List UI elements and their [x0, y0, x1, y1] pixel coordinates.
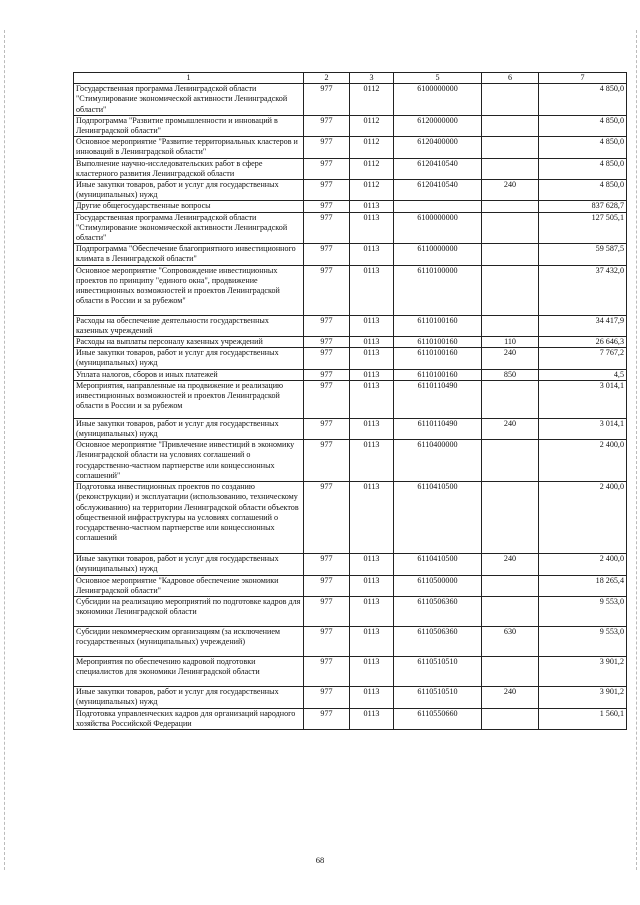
- table-row: [74, 337, 627, 348]
- cell-grbs-code: 977: [304, 348, 350, 369]
- page-number: 68: [315, 855, 325, 865]
- cell-grbs-code: 977: [304, 627, 350, 657]
- cell-amount: 4 850,0: [539, 115, 627, 136]
- budget-table: [73, 72, 627, 730]
- cell-target-code: 6110410500: [394, 554, 482, 575]
- cell-section-code: 0112: [350, 115, 394, 136]
- cell-amount: 26 646,3: [539, 337, 627, 348]
- cell-name: Мероприятия, направленные на продвижение и реализацию инвестиционных возможностей и проектов Ленинградской области в России и за рубежом: [74, 380, 304, 418]
- cell-name: Расходы на обеспечение деятельности государственных казенных учреждений: [74, 315, 304, 336]
- cell-amount: 4 850,0: [539, 137, 627, 158]
- cell-section-code: 0113: [350, 554, 394, 575]
- cell-expense-type: [482, 315, 539, 336]
- cell-name: Подпрограмма "Развитие промышленности и инноваций в Ленинградской области": [74, 115, 304, 136]
- column-header: 2: [304, 73, 350, 84]
- cell-section-code: 0113: [350, 380, 394, 418]
- cell-target-code: 6110100160: [394, 348, 482, 369]
- cell-target-code: 6110110490: [394, 418, 482, 439]
- cell-expense-type: 240: [482, 554, 539, 575]
- cell-amount: 3 901,2: [539, 687, 627, 708]
- cell-expense-type: [482, 212, 539, 244]
- cell-name: Подготовка управленческих кадров для организаций народного хозяйства Российской Федерации: [74, 708, 304, 729]
- cell-target-code: 6110100000: [394, 265, 482, 315]
- table-row: [74, 627, 627, 657]
- cell-target-code: 6110000000: [394, 244, 482, 265]
- cell-section-code: 0113: [350, 212, 394, 244]
- cell-section-code: 0113: [350, 627, 394, 657]
- cell-section-code: 0113: [350, 575, 394, 596]
- table-row: [74, 482, 627, 554]
- cell-target-code: 6100000000: [394, 212, 482, 244]
- cell-amount: 837 628,7: [539, 201, 627, 212]
- cell-section-code: 0112: [350, 84, 394, 116]
- cell-target-code: 6110410500: [394, 482, 482, 554]
- cell-expense-type: [482, 84, 539, 116]
- table-row: [74, 315, 627, 336]
- table-row: [74, 369, 627, 380]
- table-row: [74, 84, 627, 116]
- cell-section-code: 0113: [350, 201, 394, 212]
- cell-name: Мероприятия по обеспечению кадровой подготовки специалистов для экономики Ленинградской области: [74, 657, 304, 687]
- table-row: [74, 265, 627, 315]
- cell-target-code: 6110510510: [394, 687, 482, 708]
- cell-name: Уплата налогов, сборов и иных платежей: [74, 369, 304, 380]
- cell-expense-type: 240: [482, 180, 539, 201]
- cell-target-code: 6110400000: [394, 440, 482, 482]
- cell-amount: 18 265,4: [539, 575, 627, 596]
- table-row: [74, 115, 627, 136]
- cell-section-code: 0113: [350, 265, 394, 315]
- cell-amount: 2 400,0: [539, 554, 627, 575]
- cell-expense-type: [482, 440, 539, 482]
- cell-name: Основное мероприятие "Сопровождение инвестиционных проектов по принципу "единого окна", продвижение инвестиционных возможностей и проектов Ленинградской области в России и за рубежом": [74, 265, 304, 315]
- cell-target-code: 6110100160: [394, 315, 482, 336]
- column-header: 6: [482, 73, 539, 84]
- cell-name: Субсидии на реализацию мероприятий по подготовке кадров для экономики Ленинградской области: [74, 597, 304, 627]
- cell-section-code: 0113: [350, 687, 394, 708]
- table-row: [74, 554, 627, 575]
- cell-expense-type: [482, 158, 539, 179]
- cell-target-code: 6110506360: [394, 597, 482, 627]
- cell-name: Основное мероприятие "Развитие территориальных кластеров и инноваций в Ленинградской области": [74, 137, 304, 158]
- cell-expense-type: [482, 380, 539, 418]
- table-row: [74, 440, 627, 482]
- column-header: 1: [74, 73, 304, 84]
- cell-grbs-code: 977: [304, 265, 350, 315]
- cell-section-code: 0112: [350, 137, 394, 158]
- cell-name: Другие общегосударственные вопросы: [74, 201, 304, 212]
- cell-target-code: 6110510510: [394, 657, 482, 687]
- cell-grbs-code: 977: [304, 158, 350, 179]
- cell-section-code: 0113: [350, 348, 394, 369]
- cell-grbs-code: 977: [304, 657, 350, 687]
- cell-grbs-code: 977: [304, 418, 350, 439]
- table-row: [74, 201, 627, 212]
- cell-grbs-code: 977: [304, 337, 350, 348]
- cell-target-code: 6110110490: [394, 380, 482, 418]
- cell-target-code: 6110500000: [394, 575, 482, 596]
- cell-grbs-code: 977: [304, 212, 350, 244]
- cell-amount: 1 560,1: [539, 708, 627, 729]
- cell-name: Подпрограмма "Обеспечение благоприятного инвестиционного климата в Ленинградской области": [74, 244, 304, 265]
- cell-target-code: 6120410540: [394, 158, 482, 179]
- table-row: [74, 380, 627, 418]
- cell-expense-type: [482, 201, 539, 212]
- cell-amount: 4 850,0: [539, 158, 627, 179]
- cell-section-code: 0113: [350, 657, 394, 687]
- cell-expense-type: [482, 575, 539, 596]
- cell-grbs-code: 977: [304, 84, 350, 116]
- cell-expense-type: [482, 657, 539, 687]
- cell-section-code: 0113: [350, 418, 394, 439]
- table-row: [74, 244, 627, 265]
- cell-name: Иные закупки товаров, работ и услуг для государственных (муниципальных) нужд: [74, 418, 304, 439]
- cell-section-code: 0113: [350, 708, 394, 729]
- cell-grbs-code: 977: [304, 575, 350, 596]
- table-row: [74, 418, 627, 439]
- table-row: [74, 348, 627, 369]
- cell-target-code: 6120000000: [394, 115, 482, 136]
- cell-target-code: 6120400000: [394, 137, 482, 158]
- cell-target-code: 6120410540: [394, 180, 482, 201]
- cell-grbs-code: 977: [304, 440, 350, 482]
- cell-amount: 2 400,0: [539, 440, 627, 482]
- table-row: [74, 687, 627, 708]
- cell-name: Иные закупки товаров, работ и услуг для государственных (муниципальных) нужд: [74, 180, 304, 201]
- cell-name: Субсидии некоммерческим организациям (за исключением государственных (муниципальных) учреждений): [74, 627, 304, 657]
- cell-expense-type: 240: [482, 687, 539, 708]
- cell-amount: 34 417,9: [539, 315, 627, 336]
- table-header-row: [74, 73, 627, 84]
- cell-amount: 3 014,1: [539, 380, 627, 418]
- cell-expense-type: 850: [482, 369, 539, 380]
- cell-target-code: 6110506360: [394, 627, 482, 657]
- cell-grbs-code: 977: [304, 708, 350, 729]
- cell-name: Основное мероприятие "Привлечение инвестиций в экономику Ленинградской области на условиях соглашений о государственно-частном партнерстве или концессионных соглашений": [74, 440, 304, 482]
- cell-section-code: 0113: [350, 337, 394, 348]
- cell-section-code: 0113: [350, 244, 394, 265]
- cell-target-code: 6110550660: [394, 708, 482, 729]
- cell-amount: 2 400,0: [539, 482, 627, 554]
- cell-grbs-code: 977: [304, 369, 350, 380]
- cell-expense-type: [482, 137, 539, 158]
- cell-target-code: [394, 201, 482, 212]
- cell-grbs-code: 977: [304, 115, 350, 136]
- cell-section-code: 0112: [350, 158, 394, 179]
- cell-expense-type: 240: [482, 348, 539, 369]
- table-row: [74, 137, 627, 158]
- cell-amount: 4 850,0: [539, 180, 627, 201]
- cell-grbs-code: 977: [304, 482, 350, 554]
- cell-grbs-code: 977: [304, 597, 350, 627]
- cell-name: Иные закупки товаров, работ и услуг для государственных (муниципальных) нужд: [74, 687, 304, 708]
- cell-amount: 4,5: [539, 369, 627, 380]
- cell-target-code: 6110100160: [394, 337, 482, 348]
- cell-expense-type: [482, 482, 539, 554]
- cell-grbs-code: 977: [304, 380, 350, 418]
- cell-section-code: 0113: [350, 369, 394, 380]
- cell-name: Расходы на выплаты персоналу казенных учреждений: [74, 337, 304, 348]
- cell-target-code: 6110100160: [394, 369, 482, 380]
- cell-expense-type: 240: [482, 418, 539, 439]
- table-row: [74, 575, 627, 596]
- cell-name: Подготовка инвестиционных проектов по созданию (реконструкции) и эксплуатации (использованию, техническому обслуживанию) на территории Ленинградской области объектов общественной инфраструктуры на условиях соглашений о государственно-частном партнерстве или концессионных соглашений: [74, 482, 304, 554]
- page-edge-left: [4, 30, 6, 870]
- cell-grbs-code: 977: [304, 554, 350, 575]
- cell-expense-type: 110: [482, 337, 539, 348]
- cell-grbs-code: 977: [304, 137, 350, 158]
- page-edge-right: [636, 30, 638, 870]
- table-row: [74, 158, 627, 179]
- cell-name: Выполнение научно-исследовательских работ в сфере кластерного развития Ленинградской области: [74, 158, 304, 179]
- cell-amount: 127 505,1: [539, 212, 627, 244]
- table-row: [74, 657, 627, 687]
- table-row: [74, 708, 627, 729]
- cell-grbs-code: 977: [304, 687, 350, 708]
- cell-name: Иные закупки товаров, работ и услуг для государственных (муниципальных) нужд: [74, 348, 304, 369]
- cell-grbs-code: 977: [304, 201, 350, 212]
- cell-name: Государственная программа Ленинградской области "Стимулирование экономической активности Ленинградской области": [74, 84, 304, 116]
- cell-amount: 3 901,2: [539, 657, 627, 687]
- table-row: [74, 597, 627, 627]
- cell-expense-type: 630: [482, 627, 539, 657]
- cell-amount: 3 014,1: [539, 418, 627, 439]
- column-header: 5: [394, 73, 482, 84]
- cell-expense-type: [482, 265, 539, 315]
- cell-grbs-code: 977: [304, 315, 350, 336]
- cell-amount: 9 553,0: [539, 627, 627, 657]
- cell-section-code: 0113: [350, 315, 394, 336]
- table-row: [74, 180, 627, 201]
- cell-section-code: 0113: [350, 482, 394, 554]
- cell-name: Основное мероприятие "Кадровое обеспечение экономики Ленинградской области": [74, 575, 304, 596]
- cell-expense-type: [482, 597, 539, 627]
- cell-grbs-code: 977: [304, 180, 350, 201]
- cell-section-code: 0112: [350, 180, 394, 201]
- cell-expense-type: [482, 708, 539, 729]
- cell-grbs-code: 977: [304, 244, 350, 265]
- cell-target-code: 6100000000: [394, 84, 482, 116]
- cell-section-code: 0113: [350, 597, 394, 627]
- cell-section-code: 0113: [350, 440, 394, 482]
- cell-amount: 7 767,2: [539, 348, 627, 369]
- column-header: 3: [350, 73, 394, 84]
- cell-name: Иные закупки товаров, работ и услуг для государственных (муниципальных) нужд: [74, 554, 304, 575]
- table-row: [74, 212, 627, 244]
- cell-name: Государственная программа Ленинградской области "Стимулирование экономической активности Ленинградской области": [74, 212, 304, 244]
- cell-amount: 37 432,0: [539, 265, 627, 315]
- cell-amount: 59 587,5: [539, 244, 627, 265]
- cell-expense-type: [482, 115, 539, 136]
- cell-amount: 9 553,0: [539, 597, 627, 627]
- cell-amount: 4 850,0: [539, 84, 627, 116]
- cell-expense-type: [482, 244, 539, 265]
- column-header: 7: [539, 73, 627, 84]
